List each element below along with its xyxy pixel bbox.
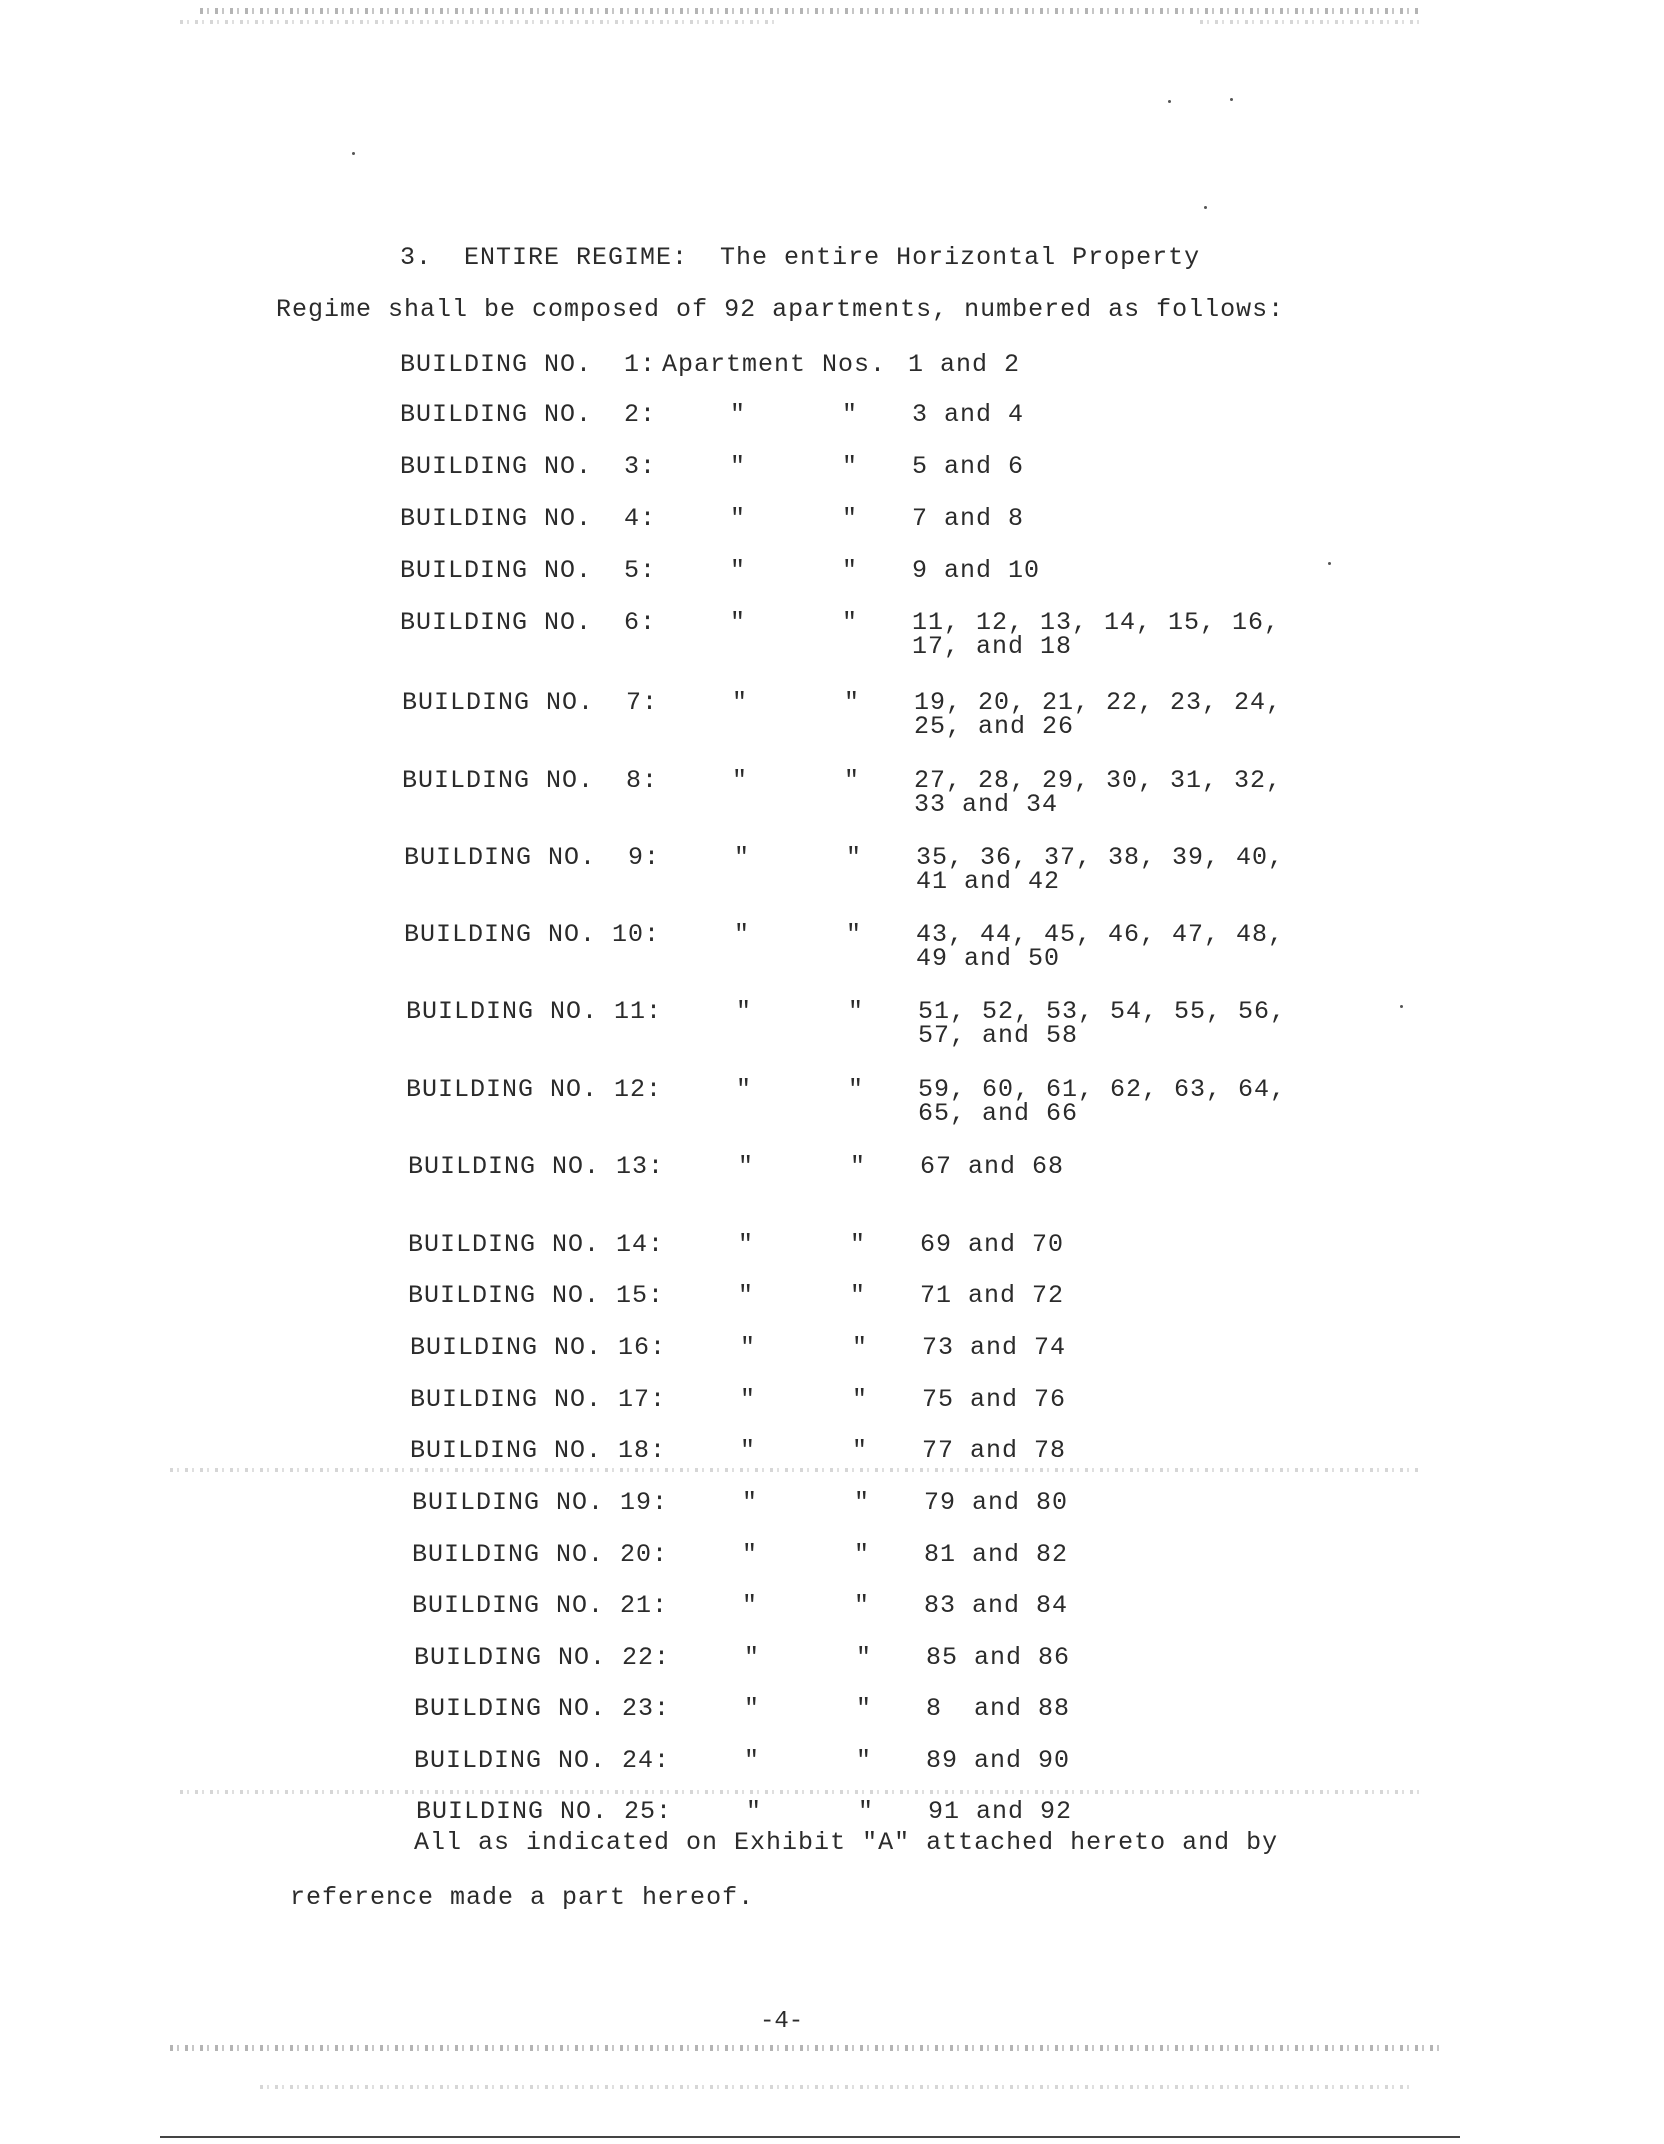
- building-label: BUILDING NO. 12:: [406, 1075, 663, 1104]
- ditto-mark: ": [842, 504, 859, 533]
- scan-noise-bottom-2: [260, 2085, 1410, 2089]
- ditto-mark: ": [844, 766, 861, 795]
- building-row: [402, 688, 1302, 748]
- apartment-numbers: 59, 60, 61, 62, 63, 64,: [918, 1075, 1287, 1104]
- building-row: [400, 608, 1300, 668]
- ditto-mark: ": [742, 1488, 759, 1517]
- ditto-mark: ": [740, 1385, 757, 1414]
- apartment-numbers: 91 and 92: [928, 1797, 1073, 1826]
- apartment-numbers: 85 and 86: [926, 1643, 1071, 1672]
- ditto-mark: ": [842, 556, 859, 585]
- ditto-mark: ": [848, 1075, 865, 1104]
- apartment-numbers: 75 and 76: [922, 1385, 1067, 1414]
- ditto-mark: ": [738, 1281, 755, 1310]
- ditto-mark: ": [742, 1540, 759, 1569]
- building-label: BUILDING NO. 18:: [410, 1436, 667, 1465]
- ditto-mark: ": [738, 1230, 755, 1259]
- apartment-numbers: 73 and 74: [922, 1333, 1067, 1362]
- scan-fleck: [1168, 100, 1171, 103]
- building-label: BUILDING NO. 11:: [406, 997, 663, 1026]
- scan-fleck: [1204, 206, 1207, 209]
- ditto-mark: ": [842, 452, 859, 481]
- building-row: [400, 504, 1300, 564]
- ditto-mark: ": [854, 1591, 871, 1620]
- building-row: [410, 1333, 1310, 1393]
- apartment-numbers-continued: 65, and 66: [918, 1099, 1079, 1128]
- ditto-mark: ": [854, 1540, 871, 1569]
- section-heading-continuation: Regime shall be composed of 92 apartments, numbered as follows:: [276, 295, 1285, 324]
- ditto-mark: ": [736, 997, 753, 1026]
- building-row: [410, 1436, 1310, 1496]
- apartment-numbers: 79 and 80: [924, 1488, 1069, 1517]
- ditto-mark: ": [852, 1333, 869, 1362]
- building-label: BUILDING NO. 19:: [412, 1488, 669, 1517]
- ditto-mark: ": [734, 920, 751, 949]
- building-label: BUILDING NO. 23:: [414, 1694, 671, 1723]
- apartment-numbers-continued: 33 and 34: [914, 790, 1059, 819]
- apartment-numbers-continued: 41 and 42: [916, 867, 1061, 896]
- ditto-mark: ": [746, 1797, 763, 1826]
- ditto-mark: ": [732, 766, 749, 795]
- apartment-numbers: 77 and 78: [922, 1436, 1067, 1465]
- scan-fleck: [1230, 98, 1233, 101]
- ditto-mark: ": [730, 400, 747, 429]
- building-row: [406, 1075, 1306, 1135]
- ditto-mark: ": [730, 608, 747, 637]
- ditto-mark: ": [846, 843, 863, 872]
- scan-noise-bottom-1: [170, 2045, 1440, 2051]
- apartments-label: Apartment Nos.: [662, 350, 887, 379]
- ditto-mark: ": [856, 1694, 873, 1723]
- building-row: [402, 766, 1302, 826]
- building-row: [408, 1152, 1308, 1212]
- ditto-mark: ": [858, 1797, 875, 1826]
- apartment-numbers: 43, 44, 45, 46, 47, 48,: [916, 920, 1285, 949]
- building-label: BUILDING NO. 21:: [412, 1591, 669, 1620]
- ditto-mark: ": [740, 1436, 757, 1465]
- ditto-mark: ": [736, 1075, 753, 1104]
- apartment-numbers: 11, 12, 13, 14, 15, 16,: [912, 608, 1281, 637]
- ditto-mark: ": [852, 1436, 869, 1465]
- ditto-mark: ": [850, 1230, 867, 1259]
- ditto-mark: ": [742, 1591, 759, 1620]
- apartment-numbers-continued: 49 and 50: [916, 944, 1061, 973]
- scan-fleck: [1400, 1005, 1403, 1008]
- ditto-mark: ": [730, 504, 747, 533]
- apartment-numbers-continued: 17, and 18: [912, 632, 1073, 661]
- scan-fleck: [352, 152, 355, 155]
- apartment-numbers: 71 and 72: [920, 1281, 1065, 1310]
- apartment-numbers: 35, 36, 37, 38, 39, 40,: [916, 843, 1285, 872]
- apartment-numbers: 83 and 84: [924, 1591, 1069, 1620]
- building-row: [412, 1591, 1312, 1651]
- ditto-mark: ": [738, 1152, 755, 1181]
- ditto-mark: ": [854, 1488, 871, 1517]
- ditto-mark: ": [730, 556, 747, 585]
- building-label: BUILDING NO. 13:: [408, 1152, 665, 1181]
- building-row: [412, 1488, 1312, 1548]
- building-label: BUILDING NO. 3:: [400, 452, 657, 481]
- building-row: [404, 843, 1304, 903]
- apartment-numbers-continued: 57, and 58: [918, 1021, 1079, 1050]
- building-label: BUILDING NO. 14:: [408, 1230, 665, 1259]
- building-row: [400, 400, 1300, 460]
- ditto-mark: ": [740, 1333, 757, 1362]
- building-label: BUILDING NO. 8:: [402, 766, 659, 795]
- building-row: [404, 920, 1304, 980]
- apartment-numbers-continued: 25, and 26: [914, 712, 1075, 741]
- ditto-mark: ": [850, 1152, 867, 1181]
- apartment-numbers: 69 and 70: [920, 1230, 1065, 1259]
- ditto-mark: ": [744, 1694, 761, 1723]
- ditto-mark: ": [850, 1281, 867, 1310]
- apartment-numbers: 1 and 2: [908, 350, 1021, 379]
- ditto-mark: ": [848, 997, 865, 1026]
- ditto-mark: ": [856, 1643, 873, 1672]
- scan-noise-top-2: [180, 20, 780, 24]
- building-label: BUILDING NO. 7:: [402, 688, 659, 717]
- ditto-mark: ": [846, 920, 863, 949]
- apartment-numbers: 81 and 82: [924, 1540, 1069, 1569]
- ditto-mark: ": [732, 688, 749, 717]
- apartment-numbers: 67 and 68: [920, 1152, 1065, 1181]
- ditto-mark: ": [744, 1746, 761, 1775]
- building-label: BUILDING NO. 6:: [400, 608, 657, 637]
- apartment-numbers: 9 and 10: [912, 556, 1041, 585]
- apartment-numbers: 8 and 88: [926, 1694, 1071, 1723]
- building-row: [400, 452, 1300, 512]
- building-label: BUILDING NO. 5:: [400, 556, 657, 585]
- building-label: BUILDING NO. 20:: [412, 1540, 669, 1569]
- building-label: BUILDING NO. 25:: [416, 1797, 673, 1826]
- building-label: BUILDING NO. 22:: [414, 1643, 671, 1672]
- ditto-mark: ": [842, 400, 859, 429]
- apartment-numbers: 27, 28, 29, 30, 31, 32,: [914, 766, 1283, 795]
- apartment-numbers: 7 and 8: [912, 504, 1025, 533]
- scan-fleck: [1328, 562, 1331, 565]
- ditto-mark: ": [844, 688, 861, 717]
- apartment-numbers: 89 and 90: [926, 1746, 1071, 1775]
- ditto-mark: ": [856, 1746, 873, 1775]
- apartment-numbers: 3 and 4: [912, 400, 1025, 429]
- building-row: [400, 556, 1300, 616]
- closing-line-2: reference made a part hereof.: [290, 1883, 755, 1912]
- ditto-mark: ": [744, 1643, 761, 1672]
- section-heading: 3. ENTIRE REGIME: The entire Horizontal Property: [400, 243, 1201, 272]
- scan-noise-top: [200, 8, 1420, 14]
- closing-line-1: All as indicated on Exhibit "A" attached hereto and by: [414, 1828, 1279, 1857]
- apartment-numbers: 19, 20, 21, 22, 23, 24,: [914, 688, 1283, 717]
- page-number: -4-: [760, 2008, 804, 2035]
- building-label: BUILDING NO. 9:: [404, 843, 661, 872]
- building-label: BUILDING NO. 15:: [408, 1281, 665, 1310]
- apartment-numbers: 5 and 6: [912, 452, 1025, 481]
- ditto-mark: ": [852, 1385, 869, 1414]
- building-label: BUILDING NO. 16:: [410, 1333, 667, 1362]
- building-label: BUILDING NO. 2:: [400, 400, 657, 429]
- building-label: BUILDING NO. 1:: [400, 350, 657, 379]
- building-row: [408, 1281, 1308, 1341]
- building-row: [414, 1694, 1314, 1754]
- building-label: BUILDING NO. 17:: [410, 1385, 667, 1414]
- building-label: BUILDING NO. 24:: [414, 1746, 671, 1775]
- scan-noise-top-3: [1200, 20, 1420, 24]
- ditto-mark: ": [734, 843, 751, 872]
- building-row: [406, 997, 1306, 1057]
- building-label: BUILDING NO. 10:: [404, 920, 661, 949]
- building-label: BUILDING NO. 4:: [400, 504, 657, 533]
- bottom-rule: [160, 2136, 1460, 2138]
- ditto-mark: ": [842, 608, 859, 637]
- apartment-numbers: 51, 52, 53, 54, 55, 56,: [918, 997, 1287, 1026]
- ditto-mark: ": [730, 452, 747, 481]
